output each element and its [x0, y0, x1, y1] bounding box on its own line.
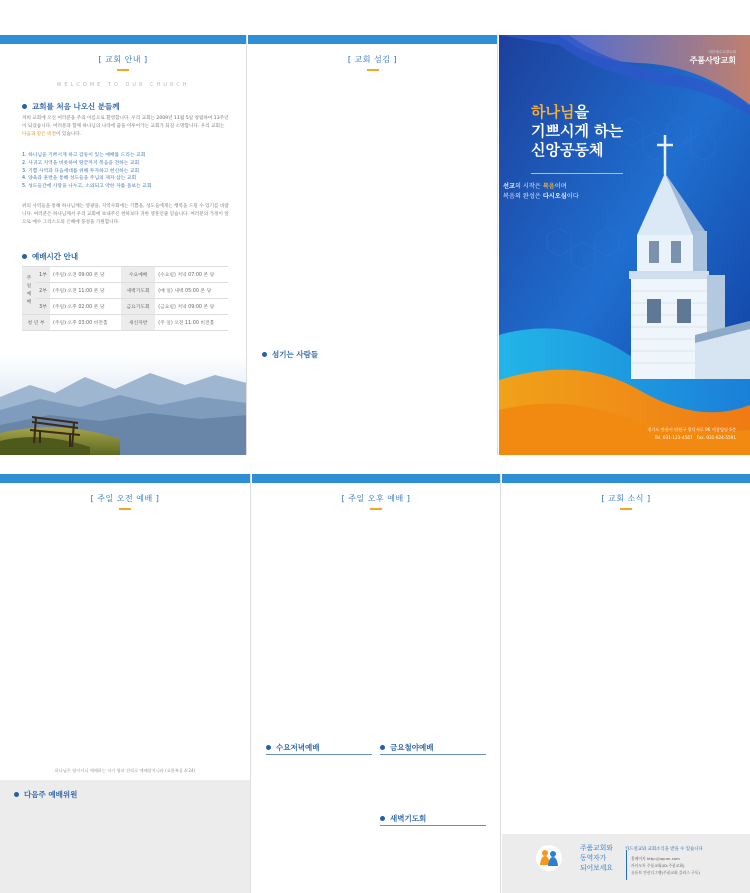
vision-item: 3. 기쁨 사역과 다음세대를 위해 투자하고 헌신하는 교회	[22, 168, 140, 174]
schedule-detail: (수요일) 저녁 07:00 본 당	[155, 267, 228, 283]
schedule-label: 새신자반	[121, 315, 155, 331]
schedule-detail: (매 일) 새벽 05:00 본 당	[155, 283, 228, 299]
partner-slogan: 주품교회와 동역자가 되어보세요	[580, 844, 613, 872]
panel-top-bar	[252, 474, 500, 483]
schedule-detail: (주 일) 오전 11:00 비전홀	[155, 315, 228, 331]
partner-head: 카드설교와 교회소식을 받을 수 있습니다	[625, 847, 703, 852]
dawn-prayer-heading: 새벽기도회	[380, 813, 426, 824]
panel-title: [ 주일 오후 예배 ]	[252, 493, 500, 510]
bullet-icon	[266, 745, 271, 750]
cover-panel	[499, 35, 750, 455]
mountain-bench-photo	[0, 355, 247, 455]
cover-headline: 하나님을 기쁘시게 하는 신앙공동체	[531, 103, 624, 159]
wednesday-service-heading: 수요저녁예배	[266, 742, 319, 753]
vision-list	[22, 152, 232, 191]
church-address: 경기도 안산시 단원구 광덕서로 96 세종빌딩 6층	[647, 427, 736, 432]
schedule-time: (주일) 오후 03:00 비전홀	[50, 315, 121, 331]
bible-verse: 하나님은 영이시니 예배하는 자가 영과 진리로 예배할지니라 (요한복음 4:24)	[54, 768, 196, 773]
panel-title: [ 교회 섬김 ]	[248, 54, 497, 71]
committee-heading: 다음주 예배위원	[14, 789, 77, 800]
panel-title: [ 교회 소식 ]	[502, 493, 750, 510]
schedule-heading: 예배시간 안내	[22, 251, 78, 262]
vision-highlight: 다음과 같은 비전	[22, 131, 56, 137]
schedule-part: 2부	[36, 283, 50, 299]
welcome-text: WELCOME TO OUR CHURCH	[56, 82, 190, 88]
vision-item: 1. 하나님을 기쁘시게 하고 감동이 있는 예배를 드리는 교회	[22, 153, 146, 158]
bullet-icon	[262, 352, 267, 357]
schedule-detail: (금요일) 저녁 09:00 본 당	[155, 299, 228, 315]
homepage-link[interactable]: 홈페이지 http://jupum.com	[631, 856, 680, 861]
vision-item: 2. 사귀고 지역을 비롯하여 땅끝까지 복음을 전하는 교회	[22, 160, 140, 166]
panel-top-bar	[248, 35, 497, 44]
schedule-label: 수요예배	[121, 267, 155, 283]
table-row	[22, 283, 228, 299]
table-row	[22, 267, 228, 283]
schedule-main-label: 주 일 예 배	[22, 267, 36, 315]
partner-divider	[626, 850, 627, 880]
church-name: 주품사랑교회	[689, 56, 736, 65]
panel-church-service	[248, 35, 498, 455]
bullet-icon	[14, 792, 19, 797]
schedule-main-label: 청 년 부	[22, 315, 50, 331]
partner-details	[631, 855, 700, 876]
bullet-icon	[380, 745, 385, 750]
panel-sunday-afternoon	[252, 474, 501, 893]
vision-item: 4. 양육과 훈련을 통해 성도들을 주님의 제자 삼는 교회	[22, 176, 137, 182]
panel-church-news	[502, 474, 750, 893]
panel-top-bar	[0, 474, 250, 483]
outro-paragraph: 위의 사역들을 통해 하나님께는 영광을, 지역사회에는 기쁨을, 성도들에게는 행복을 드릴 수 있기를 바랍니다. 여러분은 하나님께서 우리 교회에 보내주신 천하보다 귀한 영혼인줄 믿습니다. 여러분의 가정이 앞으로 예수 그리스도의 은혜에 풍성을 기원합니다.	[22, 204, 229, 225]
kakao-link[interactable]: 카카오톡 주품교회(ID:주품교회)	[631, 863, 685, 868]
schedule-label: 금요기도회	[121, 299, 155, 315]
people-icon	[536, 845, 562, 871]
cover-background	[499, 35, 750, 455]
panel-top-bar	[502, 474, 750, 483]
intro-paragraph: 저희 교회에 오신 여러분을 주의 이름으로 환영합니다. 우리 교회는 2009년 11월 5일 창립하여 13주년이 되었습니다. 여러분과 함께 하나님의 나라에 꿈을 이루어가는 교회가 되길 소망합니다. 우리 교회는 다음과 같은 비전이 있습니다.	[22, 116, 229, 137]
cover-subtitle: 선교의 시작은 복음이며 복음의 완성은 다시오심이다	[503, 183, 579, 200]
schedule-part: 1부	[36, 267, 50, 283]
schedule-time: (주일) 오전 11:00 본 당	[50, 283, 121, 299]
intro-heading: 교회를 처음 나오신 분들께	[22, 101, 120, 112]
heading-underline	[380, 754, 486, 755]
panel-title: [ 교회 안내 ]	[0, 54, 246, 71]
servants-heading: 섬기는 사람들	[262, 349, 318, 360]
panel-church-guide	[0, 35, 247, 455]
table-row	[22, 299, 228, 315]
bullet-icon	[380, 816, 385, 821]
denomination-label: 대한예수교장로회	[708, 50, 736, 54]
church-contact: Tel. 031-123-4567 Fax. 031-624-5591	[654, 435, 736, 440]
headline-divider	[531, 173, 623, 174]
bullet-icon	[22, 254, 27, 259]
schedule-part: 3부	[36, 299, 50, 315]
table-row	[22, 315, 228, 331]
friday-service-heading: 금요철야예배	[380, 742, 433, 753]
schedule-time: (주일) 오후 02:00 본 당	[50, 299, 121, 315]
worship-schedule-table	[22, 266, 228, 331]
heading-underline	[266, 754, 372, 755]
vision-item: 5. 성도들간에 사랑을 나누고, 소외되고 약한 자를 돌보는 교회	[22, 184, 152, 190]
panel-sunday-morning	[0, 474, 251, 893]
heading-underline	[380, 825, 486, 826]
schedule-label: 새벽기도회	[121, 283, 155, 299]
youtube-link[interactable]: 유튜브 안산디그램(주품교회 플러스 구독)	[631, 870, 700, 875]
panel-title: [ 주일 오전 예배 ]	[0, 493, 250, 510]
headline-highlight: 하나님	[531, 103, 575, 121]
schedule-time: (주일) 오전 09:00 본 당	[50, 267, 121, 283]
bullet-icon	[22, 104, 27, 109]
panel-top-bar	[0, 35, 246, 44]
